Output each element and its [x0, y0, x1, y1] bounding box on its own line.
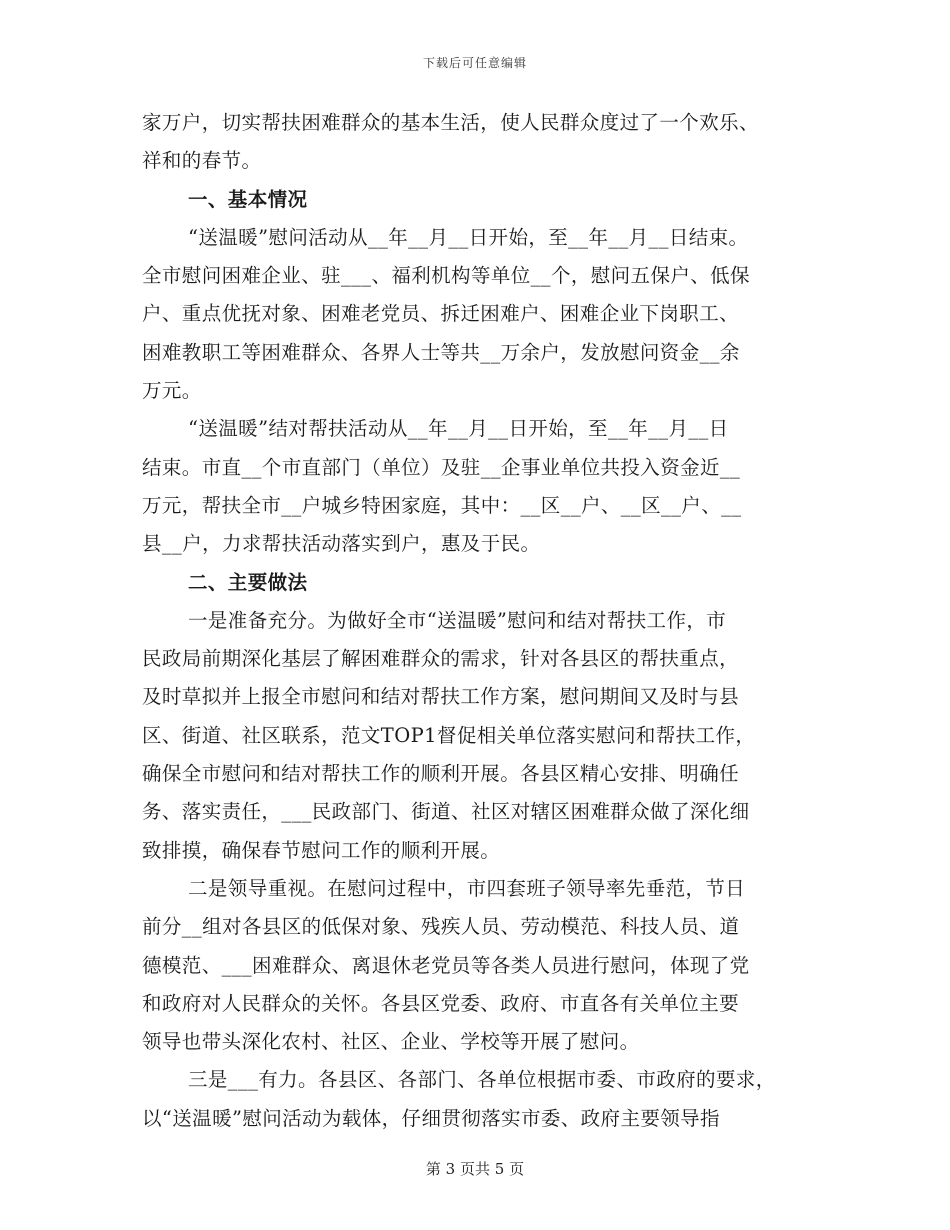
body-line: 务、落实责任，___民政部门、街道、社区对辖区困难群众做了深化细 [142, 800, 750, 824]
body-line: 领导也带头深化农村、社区、企业、学校等开展了慰问。 [142, 1030, 640, 1054]
body-line: 万元，帮扶全市__户城乡特困家庭，其中：__区__户、__区__户、__ [142, 493, 742, 517]
body-line: 困难教职工等困难群众、各界人士等共__万余户，发放慰问资金__余 [142, 340, 740, 364]
body-line: 家万户，切实帮扶困难群众的基本生活，使人民群众度过了一个欢乐、 [142, 111, 759, 134]
body-line: 结束。市直__个市直部门（单位）及驻__企事业单位共投入资金近__ [142, 455, 741, 479]
body-line: 二是领导重视。在慰问过程中，市四套班子领导率先垂范，节日 [188, 876, 746, 900]
body-line: 及时草拟并上报全市慰问和结对帮扶工作方案，慰问期间又及时与县 [142, 685, 740, 709]
body-line: 以“送温暖”慰问活动为载体，仔细贯彻落实市委、政府主要领导指 [142, 1106, 720, 1130]
body-line: 一是准备充分。为做好全市“送温暖”慰问和结对帮扶工作，市 [188, 608, 727, 632]
body-line: 户、重点优抚对象、困难老党员、拆迁困难户、困难企业下岗职工、 [142, 302, 740, 326]
body-line: 县__户，力求帮扶活动落实到户，惠及于民。 [142, 532, 541, 556]
document-body [142, 104, 824, 1138]
body-line: 民政局前期深化基层了解困难群众的需求，针对各县区的帮扶重点， [142, 647, 740, 671]
section-heading-main-practices: 二、主要做法 [188, 570, 308, 594]
body-line: 和政府对人民群众的关怀。各县区党委、政府、市直各有关单位主要 [142, 991, 740, 1015]
body-line: 确保全市慰问和结对帮扶工作的顺利开展。各县区精心安排、明确任 [142, 762, 740, 786]
body-line: 祥和的春节。 [142, 149, 262, 173]
header-note: 下载后可任意编辑 [422, 56, 527, 70]
body-line: “送温暖”结对帮扶活动从__年__月__日开始，至__年__月__日 [188, 417, 729, 441]
body-line: 德模范、___困难群众、离退休老党员等各类人员进行慰问，体现了党 [142, 953, 750, 977]
body-line: 前分__组对各县区的低保对象、残疾人员、劳动模范、科技人员、道 [142, 915, 740, 939]
body-line: 全市慰问困难企业、驻___、福利机构等单位__个，慰问五保户、低保 [142, 264, 750, 288]
section-heading-basic-situation: 一、基本情况 [188, 187, 308, 211]
body-line: “送温暖”慰问活动从__年__月__日开始，至__年__月__日结束。 [188, 225, 749, 249]
body-line: 区、街道、社区联系，范文TOP1督促相关单位落实慰问和帮扶工作， [142, 723, 756, 747]
body-line: 致排摸，确保春节慰问工作的顺利开展。 [142, 838, 501, 862]
body-line: 万元。 [142, 379, 202, 403]
body-line: 三是___有力。各县区、各部门、各单位根据市委、市政府的要求， [188, 1068, 776, 1092]
page-indicator: 第 3 页共 5 页 [425, 1160, 525, 1178]
